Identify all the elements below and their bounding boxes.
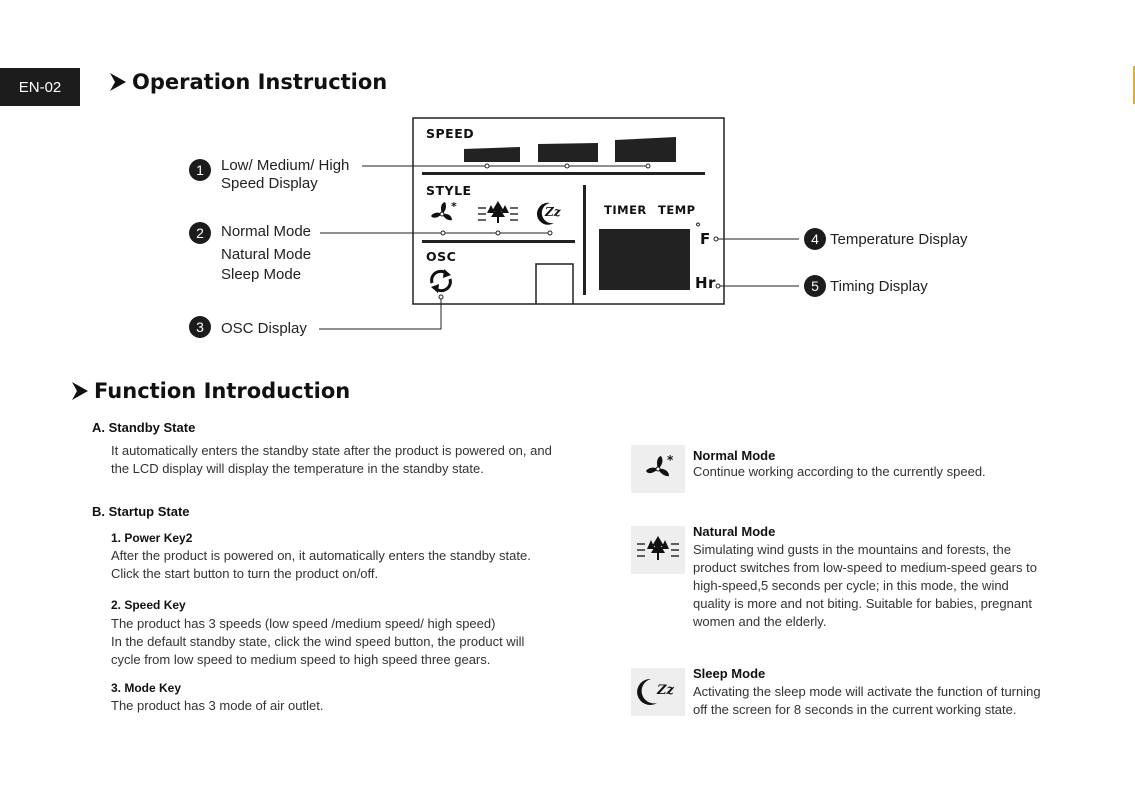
- lcd-diagram: [0, 0, 1135, 360]
- function-heading: [70, 379, 350, 403]
- section-b-title: B. Startup State: [92, 504, 190, 519]
- sleep-zz-text: Zz: [657, 683, 674, 698]
- speed-key-line-1: The product has 3 speeds (low speed /medium speed/ high speed): [111, 616, 496, 631]
- speed-key-title: 2. Speed Key: [111, 598, 186, 612]
- sleep-mode-line-2: off the screen for 8 seconds in the current working state.: [693, 702, 1017, 717]
- lcd-osc-label: OSC: [426, 249, 457, 264]
- callout-3-line-1: OSC Display: [221, 320, 307, 337]
- natural-mode-line-5: women and the elderly.: [693, 614, 827, 629]
- osc-divider: [422, 240, 575, 243]
- natural-mode-line-2: product switches from low-speed to medium-speed gears to: [693, 560, 1037, 575]
- power-key-title: 1. Power Key2: [111, 531, 193, 545]
- speed-bar-high: [615, 137, 676, 162]
- lcd-style-label: STYLE: [426, 183, 472, 198]
- normal-mode-text: [693, 463, 986, 481]
- natural-mode-icon-box: [631, 526, 685, 574]
- mode-key-line-1: The product has 3 mode of air outlet.: [111, 698, 324, 713]
- sleep-mode-line-1: Activating the sleep mode will activate the function of turning: [693, 684, 1041, 699]
- function-heading-text: Function Introduction: [94, 379, 351, 403]
- lcd-degree-symbol: °: [695, 221, 702, 235]
- callout-1-line-2: Speed Display: [221, 175, 318, 192]
- natural-mode-line-3: high-speed,5 seconds per cycle; in this mode, the wind: [693, 578, 1009, 593]
- section-a-text: [111, 442, 552, 478]
- power-key-line-2: Click the start button to turn the product on/off.: [111, 566, 379, 581]
- lcd-speed-label: SPEED: [426, 126, 475, 141]
- lcd-fahrenheit-unit: F: [700, 230, 711, 248]
- fan-icon: [638, 451, 678, 487]
- trees-icon: [634, 532, 682, 568]
- lcd-timer-label: TIMER: [604, 203, 647, 217]
- section-a-title: A. Standby State: [92, 420, 196, 435]
- temp-digits-block: [599, 229, 690, 290]
- section-a-line-1: It automatically enters the standby state after the product is powered on, and: [111, 443, 552, 458]
- power-key-line-1: After the product is powered on, it automatically enters the standby state.: [111, 548, 531, 563]
- lcd-hour-unit: Hr: [695, 274, 716, 292]
- callout-number-3: 3: [189, 316, 211, 338]
- natural-mode-title: Natural Mode: [693, 524, 776, 539]
- normal-mode-line-1: Continue working according to the currently speed.: [693, 464, 986, 479]
- button-notch: [536, 264, 573, 304]
- speed-bar-low: [464, 147, 520, 162]
- callout-2-line-1: Normal Mode: [221, 223, 312, 240]
- callout-number-5: 5: [804, 275, 826, 297]
- speed-divider: [422, 172, 705, 175]
- natural-mode-line-4: quality is more and not biting. Suitable for babies, pregnant: [693, 596, 1032, 611]
- callout-4-line-1: Temperature Display: [830, 231, 968, 248]
- speed-key-text: [111, 615, 524, 669]
- timer-divider: [583, 185, 586, 295]
- normal-mode-icon-box: [631, 445, 685, 493]
- callout-number-1: 1: [189, 159, 211, 181]
- sleep-mode-title: Sleep Mode: [693, 666, 766, 681]
- svg-text:*: *: [667, 453, 674, 467]
- speed-key-line-2: In the default standby state, click the wind speed button, the product will: [111, 634, 525, 649]
- section-a-line-2: the LCD display will display the temperature in the standby state.: [111, 461, 484, 476]
- normal-mode-title: Normal Mode: [693, 448, 776, 463]
- lcd-temp-label: TEMP: [658, 203, 696, 217]
- speed-key-line-3: cycle from low speed to medium speed to high speed three gears.: [111, 652, 491, 667]
- sleep-mode-icon-box: [631, 668, 685, 716]
- lcd-trees-icon: [478, 201, 518, 223]
- natural-mode-line-1: Simulating wind gusts in the mountains and forests, the: [693, 542, 1011, 557]
- mode-key-title: 3. Mode Key: [111, 681, 182, 695]
- speed-bar-medium: [538, 143, 598, 162]
- callout-number-2: 2: [189, 222, 211, 244]
- operation-heading-text: Operation Instruction: [132, 70, 388, 94]
- lcd-osc-icon: [431, 269, 451, 293]
- callout-line-3: [319, 297, 441, 329]
- callout-2-line-3: Sleep Mode: [221, 266, 302, 283]
- sleep-mode-text: [693, 683, 1041, 719]
- lcd-fan-icon: [431, 200, 457, 220]
- mode-key-text: [111, 697, 323, 715]
- heading-arrow-icon: [70, 380, 90, 402]
- page-tag: EN-02: [0, 68, 80, 106]
- power-key-text: [111, 547, 531, 583]
- svg-text:*: *: [451, 200, 457, 213]
- callout-2-line-2: Natural Mode: [221, 246, 312, 263]
- natural-mode-text: [693, 541, 1037, 631]
- callout-1-line-1: Low/ Medium/ High: [221, 157, 350, 174]
- lcd-sleep-zz: Zz: [545, 205, 561, 219]
- callout-5-line-1: Timing Display: [830, 278, 928, 295]
- callout-number-4: 4: [804, 228, 826, 250]
